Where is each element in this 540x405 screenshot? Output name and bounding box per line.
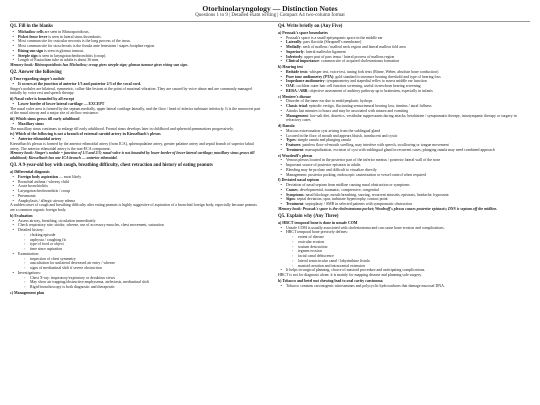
- q5b-list: [278, 284, 530, 289]
- q2c-explanation: The maxillary sinus continues to enlarge till early adulthood. Frontal sinus develops later in childhood and sphenoid pneumatizes progressively.: [10, 126, 234, 131]
- list-item: ◦ ossicular erosion: [278, 240, 530, 245]
- item-text: — most likely: [57, 174, 82, 179]
- q4a-list: [278, 36, 530, 65]
- item-text: Management: posterior packing, endoscopic cauterization or vessel control when required: [286, 172, 427, 177]
- document-subtitle: Questions 1 to 9 | Detailed exam writing | Compact A4 two-column format: [195, 13, 345, 18]
- q5a-title: a) HRCT temporal bone is done in unsafe COM: [278, 220, 358, 225]
- item-key: Impedance audiometry: [286, 79, 325, 84]
- q2c-answer: • Maxillary sinus: [10, 122, 262, 127]
- q1-memory-hook: Memory hook: Rhinosporidiosis has Michailow; croup gives steeple sign; glomus tumour gives rising sun sign.: [10, 63, 188, 68]
- item-text: : whisper test, voice test, tuning fork tests (Rinne, Weber, absolute bone conduction): [307, 69, 439, 74]
- q2a-answer: • It occurs at the junction of anterior 1/3 and posterior 2/3 of the vocal cord.: [10, 82, 262, 87]
- item-text: : episodic vertigo, fluctuating sensorineural hearing loss, tinnitus / aural fullness: [306, 104, 432, 109]
- list-item: [278, 148, 530, 153]
- item-text: : lateral malleolar ligament: [303, 49, 346, 54]
- list-item: ◦ type of food or object: [10, 242, 262, 247]
- q4f-title: f) Deviated nasal septum: [278, 178, 319, 183]
- q5a-list: [278, 226, 530, 236]
- item-key: Clinical importance: [286, 59, 319, 64]
- q3b-inv-items: [10, 276, 262, 290]
- item-key: Causes: [286, 187, 298, 192]
- q3b-history-list: [10, 233, 262, 252]
- list-item: [278, 89, 530, 94]
- list-item: ◦ May show air trapping/obstructive emphysema, atelectasis, mediastinal shift: [10, 280, 262, 285]
- item-key: Superiorly: [286, 49, 304, 54]
- item-key: Michailow cells: [18, 29, 44, 34]
- q5a-sub-list: [278, 235, 530, 268]
- item-key: Treatment: [286, 147, 304, 152]
- item-text: Anaphylaxis / allergic airway edema: [18, 198, 75, 203]
- item-text: is seen in lateral sinus thrombosis.: [47, 34, 102, 39]
- item-key: Treatment: [286, 202, 304, 207]
- item-text: Laryngotracheobronchitis / croup: [18, 189, 71, 194]
- q4d-title: d) Ranula: [278, 124, 295, 129]
- list-item: [278, 114, 530, 124]
- left-column: [10, 24, 262, 296]
- item-text: Prussak's space is a small epitympanic space in the middle ear: [286, 35, 383, 40]
- item-text: HRCT temporal bone precisely defines:: [286, 230, 348, 235]
- q4b-title: b) Hearing test: [278, 65, 303, 70]
- item-text: Pneumonia: [18, 193, 36, 198]
- q4f-list: [278, 183, 530, 207]
- list-item: [278, 284, 530, 289]
- q2a-explanation: Singer's nodules are bilateral, symmetric, callus-like lesions at the point of maximal vibration. They are caused by voice abuse and are commonly managed initially by voice rest and speech therapy.: [10, 86, 252, 96]
- q2b-explanation: The nasal valve area is formed by the septum medially, upper lateral cartilage laterally, and the floor / head of inferior turbinate inferiorly. It is the narrowest part of the nasal airway and a major site of airflow resistance.: [10, 106, 261, 116]
- q5a-explanation: HRCT is not for diagnosis alone; it is mainly for mapping disease and planning safe surgery.: [278, 273, 422, 278]
- item-key: Pure tone audiometry (PTA): [286, 74, 334, 79]
- item-text: : cochlear outer hair cell function screening, useful in newborn hearing screening: [294, 84, 421, 89]
- q4d-list: [278, 129, 530, 153]
- list-item: [278, 59, 530, 64]
- document-title: Otorhinolaryngology — Distinction Notes: [202, 4, 338, 13]
- item-text: : developmental, traumatic, compressive, congenital: [297, 187, 379, 192]
- item-text: are seen in Rhinosporidiosis.: [43, 29, 90, 34]
- item-text: It helps in surgical planning, choice of mastoid procedure and anticipating complications.: [286, 268, 426, 273]
- q4-memory-hook: Memory hook: Prussak's space is the cholesteatoma pocket; Woodruff's plexus causes posterior epistaxis; DNS is septum off the midline.: [278, 206, 498, 211]
- q3a-title: a) Differential diagnosis: [10, 170, 50, 175]
- list-item: • Assess airway, breathing, circulation immediately: [10, 219, 262, 224]
- item-key: Picket fence fever: [18, 34, 48, 39]
- item-key: BERA / ABR: [286, 88, 308, 93]
- q3a-list: [10, 175, 262, 204]
- q3b-exam-items: [10, 257, 262, 271]
- q2c-question: iii) Which sinus grows till early adulthood: [10, 117, 80, 122]
- list-item: ◦ auscultation for unilateral decreased air entry / wheeze: [10, 261, 262, 266]
- item-key: Signs: [286, 197, 295, 202]
- list-item: ◦ signs of mediastinal shift if severe obstruction: [10, 266, 262, 271]
- item-text: : upper part of pars tensa / lateral process of malleus region: [302, 54, 395, 59]
- list-item: ◦ tegmen erosion: [278, 249, 530, 254]
- list-item: [10, 58, 262, 63]
- q2b-question: ii) Nasal valve is bounded by all except: [10, 97, 75, 102]
- item-key: Management: [286, 113, 308, 118]
- item-text: : objective assessment of auditory pathway up to brainstem, especially in infants: [307, 88, 433, 93]
- list-item: ◦ Rigid bronchoscopy is both diagnostic and therapeutic: [10, 285, 262, 290]
- q2d-question: iv) Which of the following is not a branch of external carotid artery in Kiesselbach's plexus: [10, 132, 161, 137]
- q2a-answer-list: [10, 82, 262, 87]
- list-item: ◦ scutum destruction: [278, 245, 530, 250]
- q4e-title: e) Woodruff's plexus: [278, 153, 313, 158]
- q2d-answer: • Anterior ethmoidal artery: [10, 137, 262, 142]
- q3b-title: b) Evaluation: [10, 213, 33, 218]
- item-text: : simple ranula and plunging ranula: [295, 138, 351, 143]
- item-key: Types: [286, 138, 296, 143]
- q4c-title: c) Meniere's disease: [278, 94, 311, 99]
- item-text: : gold standard to measure hearing threshold and type of hearing loss: [333, 74, 441, 79]
- item-key: OAE: [286, 84, 295, 89]
- list-item: ◦ lateral semicircular canal / labyrinthine fistula: [278, 259, 530, 264]
- q3b-list: [10, 219, 262, 233]
- item-text: Length of Eustachian tube in adults is about 36 mm.: [18, 58, 100, 63]
- q4-heading: Q4. Write briefly on (Any Five): [278, 24, 343, 29]
- list-item: ◦ mastoid aeration and intracranial extension: [278, 264, 530, 269]
- item-key: Foreign body aspiration: [18, 174, 58, 179]
- item-key: Laterally: [286, 40, 302, 45]
- item-text: : common site of acquired cholesteatoma formation: [318, 59, 400, 64]
- item-text: Deviation of nasal septum from midline causing nasal obstruction or symptoms: [286, 183, 410, 188]
- item-text: Unsafe COM is usually associated with cholesteatoma and can cause bone erosion and complications.: [286, 225, 445, 230]
- q2b-answer-list: [10, 102, 262, 107]
- list-item: ◦ asphyxia / coughing fit: [10, 238, 262, 243]
- item-text: Mucous extravasation cyst arising from the sublingual gland: [286, 128, 381, 133]
- list-item: [278, 202, 530, 207]
- item-key: Bedside tests: [286, 69, 308, 74]
- item-text: is seen in laryngotracheobronchitis (croup).: [37, 53, 107, 58]
- q2c-answer-list: [10, 122, 262, 127]
- q3-heading: Q3. A 9-year-old boy with cough, breathing difficulty, chest retraction and history of eating peanuts: [10, 163, 213, 169]
- list-item: ◦ facial canal dehiscence: [278, 254, 530, 259]
- item-text: Most common site for otosclerosis is the fissula ante fenestram / stapes footplate region.: [18, 44, 156, 49]
- item-key: Medially: [286, 45, 301, 50]
- item-text: Disorder of the inner ear due to endolymphatic hydrops: [286, 99, 373, 104]
- item-text: : nasal blockage, mouth breathing, snoring, recurrent sinusitis, epistaxis, headache, hyposmia: [303, 192, 449, 197]
- q2d-explanation: Kiesselbach's plexus is formed by the anterior ethmoidal artery (from ICA), sphenopalatine artery, greater palatine artery and septal branch of superior labial artery. The anterior ethmoidal artery is the non-ECA component.: [10, 141, 254, 151]
- item-text: : marsupialization, excision of cyst with sublingual gland in recurrent cases; plunging ranula may need combined approach: [303, 147, 495, 152]
- q5-heading: Q5. Explain why (Any Three): [278, 214, 339, 220]
- item-text: Bleeding may be profuse and difficult to visualize directly: [286, 167, 377, 172]
- q5b-title: b) Tobacco and betel nut chewing lead to oral cavity carcinoma: [278, 278, 383, 283]
- item-text: Most common site for ossicular necrosis is the long process of the incus.: [18, 39, 131, 44]
- item-text: Bronchial asthma / wheezy child: [18, 179, 69, 184]
- q3b-exam-label: • Examination:: [10, 252, 262, 257]
- item-text: Venous plexus located in the posterior part of the inferior meatus / posterior lateral wall of the nose: [286, 158, 441, 163]
- document-header: [0, 4, 540, 19]
- q1-heading: Q1. Fill in the blanks: [10, 24, 54, 29]
- item-key: Rising sun sign: [18, 48, 44, 53]
- list-item: ◦ extent of disease: [278, 235, 530, 240]
- item-text: : low-salt diet, diuretics, vestibular suppressants during attacks, betahistine / symptomatic therapy, intratympanic therapy or surgery in refractory cases: [286, 113, 517, 123]
- item-text: : painless floor-of-mouth swelling, may interfere with speech, swallowing or tongue movement: [300, 143, 449, 148]
- q3b-inv-label: • Investigations:: [10, 271, 262, 276]
- item-text: : neck of malleus / malleal neck region and lateral mallear fold area: [300, 45, 406, 50]
- list-item: ◦ inspection of chest symmetry: [10, 257, 262, 262]
- list-item: [10, 199, 262, 204]
- item-text: Acute bronchiolitis: [18, 184, 48, 189]
- q1-list: [10, 30, 262, 63]
- q5a-after-list: [278, 268, 530, 273]
- item-key: Symptoms: [286, 192, 304, 197]
- item-text: Located in the floor of mouth and appears bluish, translucent and cystic: [286, 133, 398, 138]
- item-text: Tobacco contains carcinogenic nitrosamines and polycyclic hydrocarbons that damage mucosal DNA.: [286, 283, 445, 288]
- q2-heading: Q2. Answer the following: [10, 70, 62, 76]
- item-text: Important source of posterior epistaxis in adults: [286, 163, 361, 168]
- item-key: Steeple sign: [18, 53, 38, 58]
- list-item: • Detailed history:: [10, 228, 262, 233]
- q2a-question: i) True regarding singer's nodule: [10, 77, 65, 82]
- header-divider: [10, 21, 530, 22]
- q3a-explanation: A sudden onset of cough and breathing difficulty after eating peanuts is highly suggestive of aspiration of a bronchial foreign body, especially because peanuts are a common organic foreign body.: [10, 203, 257, 213]
- q4b-list: [278, 70, 530, 94]
- item-text: Attacks last minutes to hours and may be associated with nausea and vomiting: [286, 108, 409, 113]
- list-item: • Check respiratory rate, stridor, wheeze, use of accessory muscles, chest movement, saturation: [10, 223, 262, 228]
- q2b-answer: • Lower border of lower lateral cartilage — EXCEPT: [10, 102, 262, 107]
- list-item: ◦ choking episode: [10, 233, 262, 238]
- q3c-title: c) Management plan: [10, 290, 45, 295]
- list-item: ◦ Chest X-ray: inspiratory/expiratory or decubitus views: [10, 276, 262, 281]
- item-text: is seen in glomus tumour.: [43, 48, 84, 53]
- q2-memory-hook: Memory hook: Singer's nodule = junction of 1/3 and 2/3; nasal valve is not bounded by lower border of lower lateral cartilage; maxillary sinus grows till adulthood; Kiesselbach has one ICA branch — anterior ethmoidal.: [10, 151, 255, 161]
- q4c-list: [278, 99, 530, 123]
- q4e-list: [278, 158, 530, 177]
- list-item: [278, 268, 530, 273]
- item-key: Inferiorly: [286, 54, 303, 59]
- item-text: : pars flaccida (Shrapnell's membrane): [301, 40, 362, 45]
- item-text: : septal deviation, spur, turbinate hypertrophy, contact point: [294, 197, 388, 202]
- item-text: : tympanometry and stapedial reflex to assess middle ear function: [324, 79, 427, 84]
- right-column: [278, 24, 530, 288]
- list-item: ◦ time since aspiration: [10, 247, 262, 252]
- item-key: Classic triad: [286, 104, 307, 109]
- item-key: Features: [286, 143, 301, 148]
- list-item: [278, 173, 530, 178]
- item-text: : septoplasty / SMR in selected patients with symptomatic obstruction: [303, 202, 413, 207]
- q2d-answer-list: [10, 137, 262, 142]
- q4a-title: a) Prussak's space boundaries: [278, 30, 328, 35]
